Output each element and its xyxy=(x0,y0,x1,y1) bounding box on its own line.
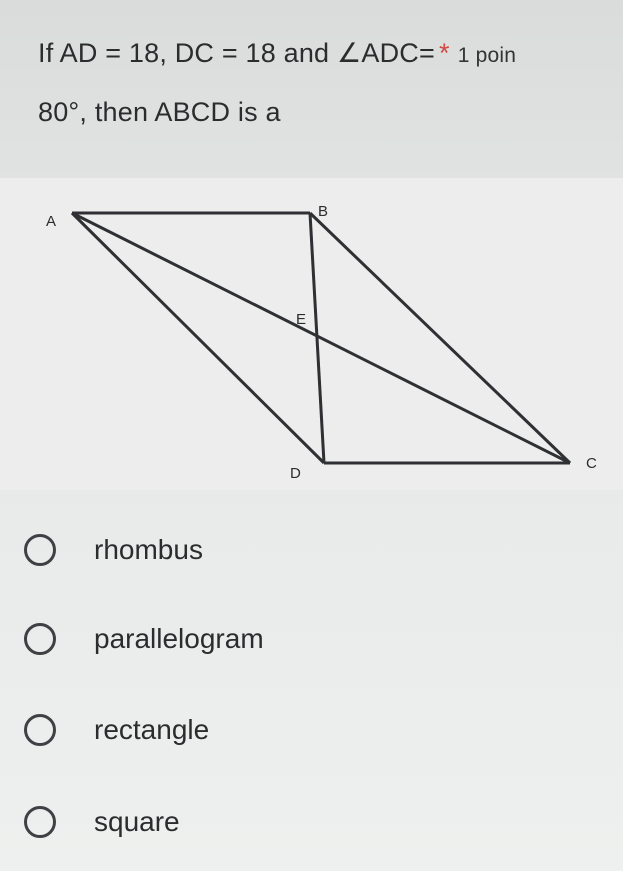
option-label: parallelogram xyxy=(94,623,264,654)
geometry-figure xyxy=(0,178,623,490)
vertex-label-a: A xyxy=(46,213,57,230)
vertex-label-d: D xyxy=(290,465,301,482)
question-line-1 xyxy=(38,25,623,84)
option-rhombus[interactable] xyxy=(0,520,600,580)
question-text xyxy=(38,25,623,140)
radio-button-icon[interactable] xyxy=(24,806,56,838)
required-star-icon: * xyxy=(438,38,450,68)
option-rectangle[interactable] xyxy=(0,700,600,760)
radio-button-icon[interactable] xyxy=(24,623,56,655)
vertex-label-b: B xyxy=(318,203,329,220)
side-da xyxy=(72,213,324,463)
option-label: square xyxy=(94,806,180,837)
radio-button-icon[interactable] xyxy=(24,534,56,566)
radio-button-icon[interactable] xyxy=(24,714,56,746)
intersection-label-e: E xyxy=(296,311,307,328)
question-line-2: 80°, then ABCD is a xyxy=(38,97,281,127)
option-square[interactable] xyxy=(0,792,600,852)
option-label: rhombus xyxy=(94,534,203,565)
vertex-label-c: C xyxy=(586,455,597,472)
option-parallelogram[interactable] xyxy=(0,609,600,669)
points-label: 1 poin xyxy=(457,44,517,67)
quadrilateral-diagram xyxy=(0,178,623,490)
question-stem: If AD = 18, DC = 18 and ∠ADC= xyxy=(38,38,435,68)
side-bc xyxy=(310,213,570,463)
option-label: rectangle xyxy=(94,714,210,745)
